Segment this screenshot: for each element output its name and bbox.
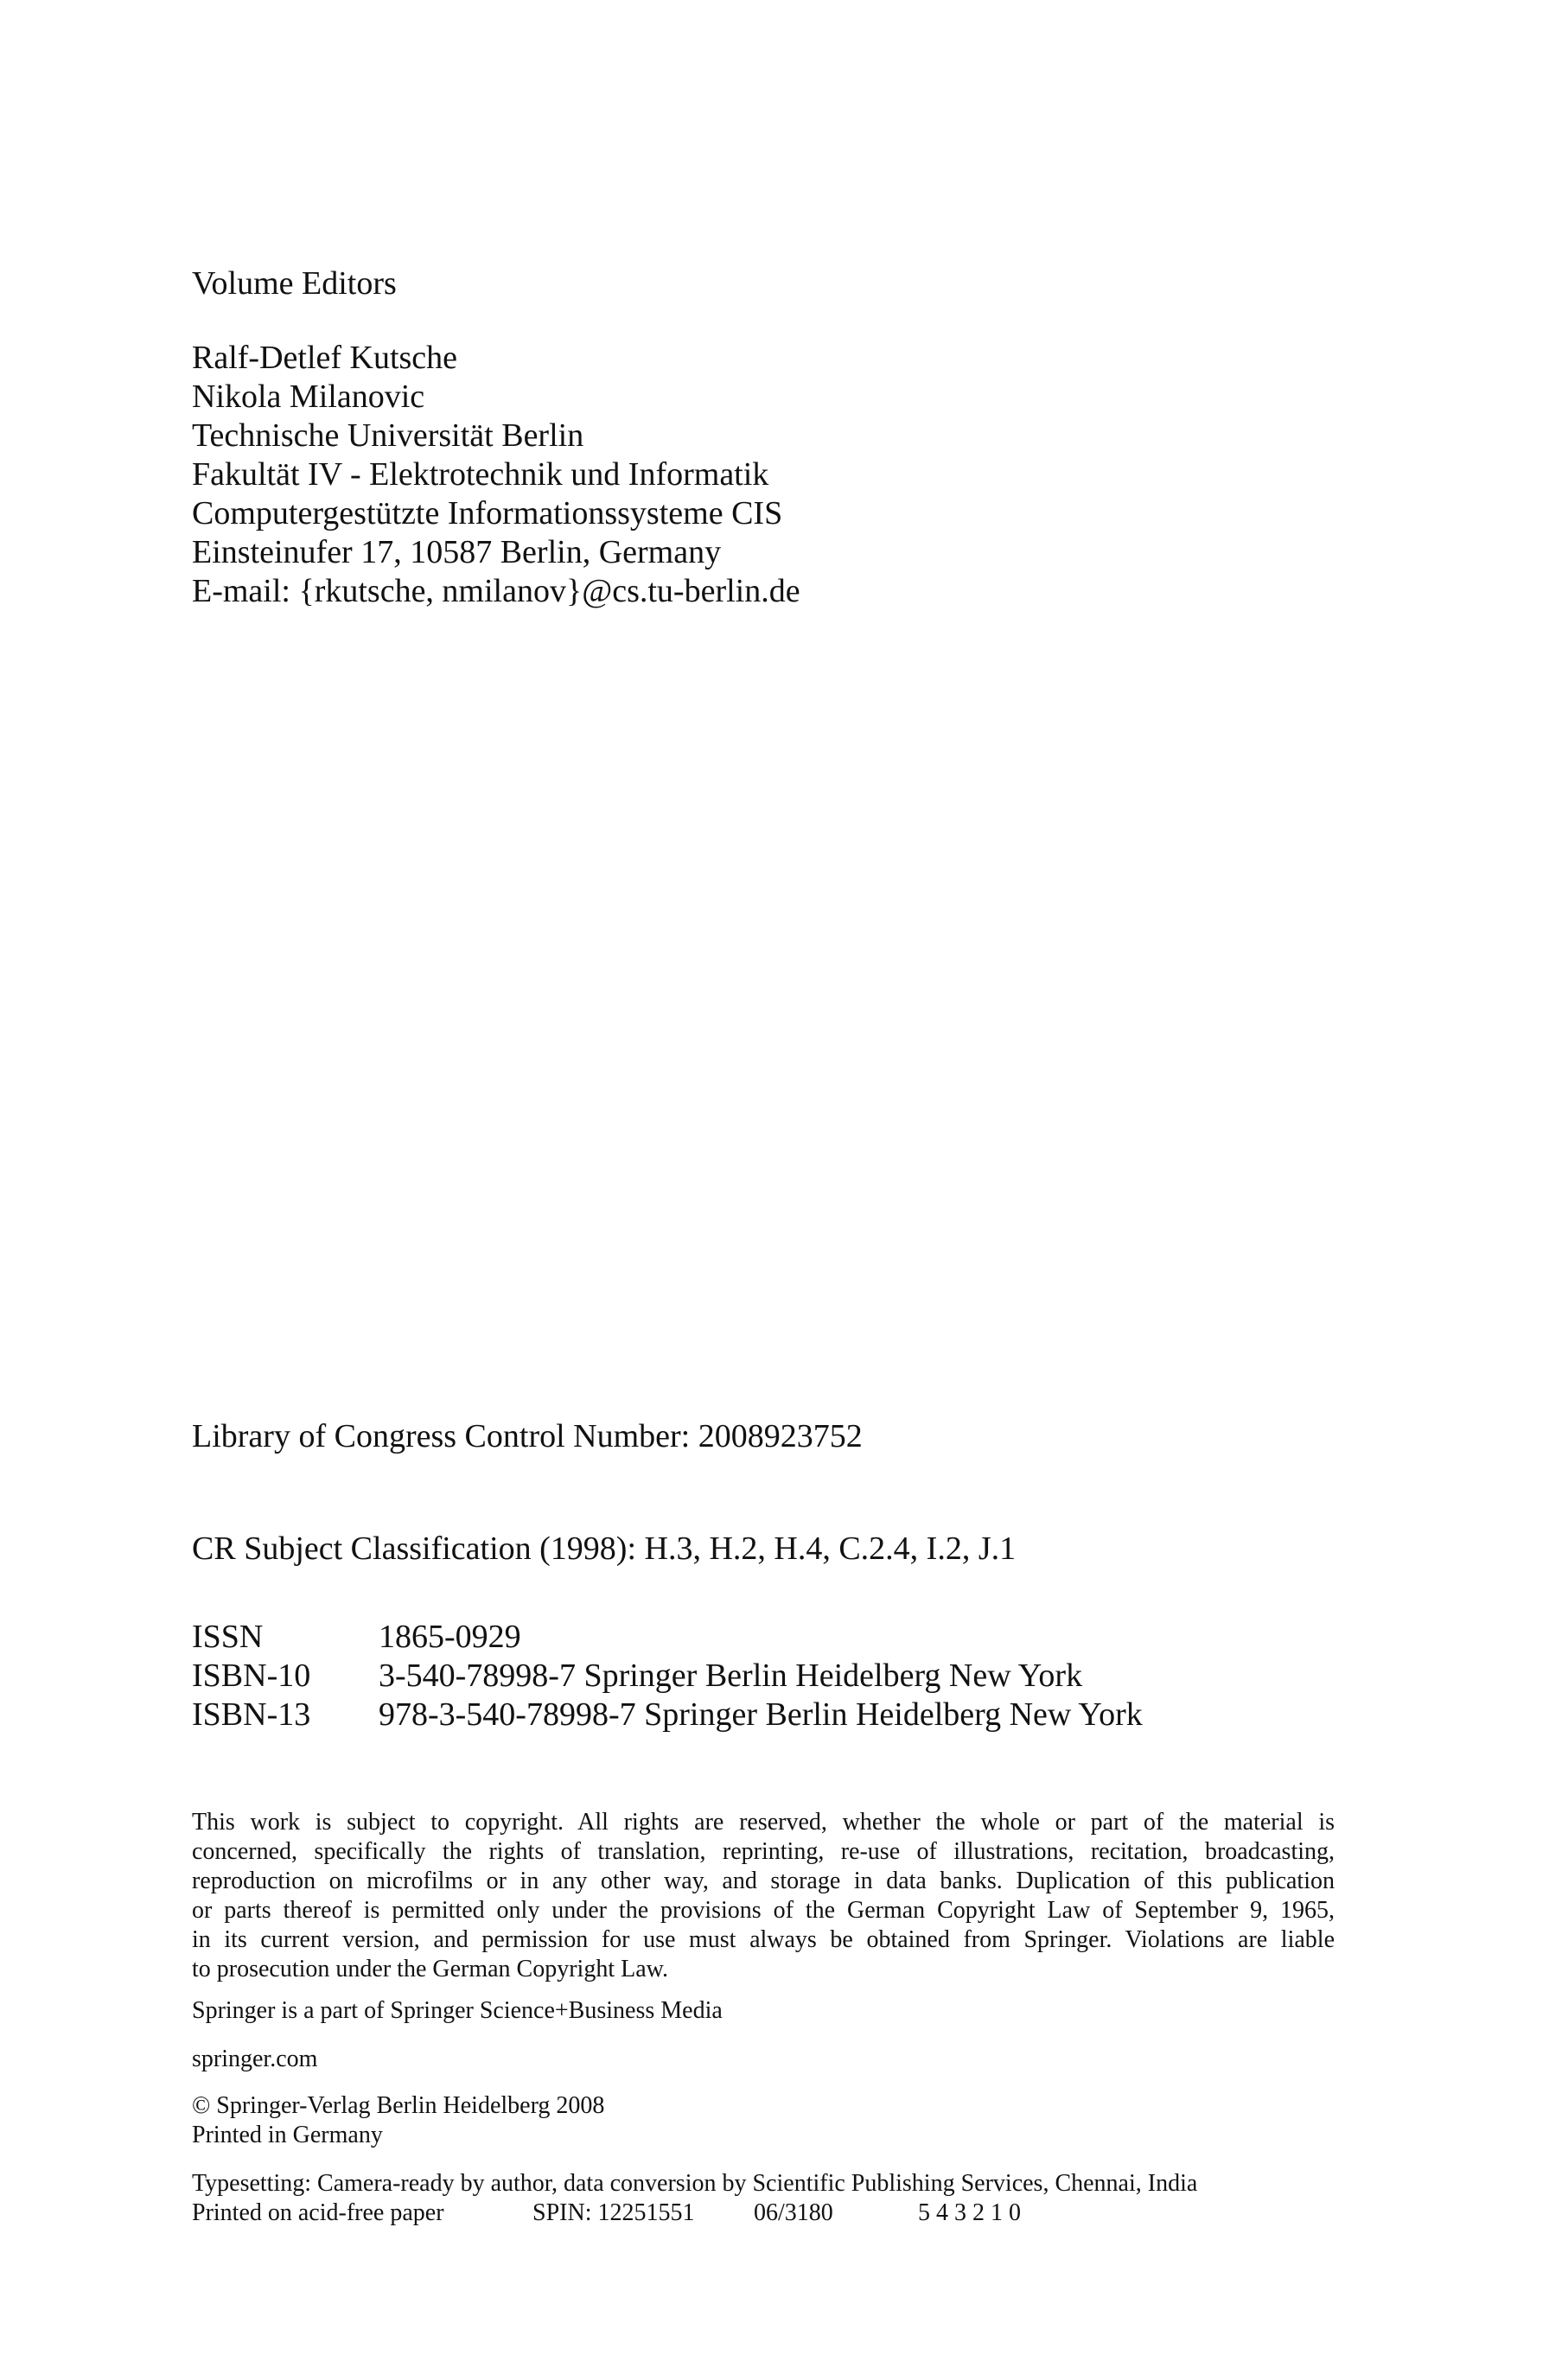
faculty-line: Fakultät IV - Elektrotechnik und Informatik bbox=[192, 456, 769, 493]
lccn-line: Library of Congress Control Number: 2008923752 bbox=[192, 1418, 863, 1454]
springer-part-line: Springer is a part of Springer Science+Business Media bbox=[192, 1997, 723, 2024]
isbn10-value: 3-540-78998-7 Springer Berlin Heidelberg New York bbox=[379, 1658, 1083, 1694]
editor-name-1: Ralf-Detlef Kutsche bbox=[192, 340, 458, 376]
print-run-numbers: 5 4 3 2 1 0 bbox=[918, 2199, 1021, 2226]
isbn10-row bbox=[192, 1657, 1143, 1696]
issn-value: 1865-0929 bbox=[379, 1619, 521, 1655]
typesetting-block bbox=[192, 2169, 1197, 2228]
copyright-notice: © Springer-Verlag Berlin Heidelberg 2008 bbox=[192, 2092, 605, 2119]
copyright-paragraph bbox=[192, 1808, 1335, 1984]
isbn13-row bbox=[192, 1696, 1143, 1734]
copyright-notice-block bbox=[192, 2091, 604, 2150]
isbn10-label: ISBN-10 bbox=[192, 1658, 311, 1694]
cr-classification-line: CR Subject Classification (1998): H.3, H.2, H.4, C.2.4, I.2, J.1 bbox=[192, 1530, 1017, 1567]
springer-website-link[interactable]: springer.com bbox=[192, 2046, 318, 2072]
spin-number: SPIN: 12251551 bbox=[532, 2199, 695, 2226]
acid-free-paper: Printed on acid-free paper bbox=[192, 2199, 444, 2226]
issn-row bbox=[192, 1618, 1143, 1657]
copyright-line-3: reproduction on microfilms or in any other way, and storage in data banks. Duplication of this publication bbox=[192, 1868, 1335, 1894]
university-line: Technische Universität Berlin bbox=[192, 417, 584, 454]
editor-name-2: Nikola Milanovic bbox=[192, 379, 425, 415]
street-address-line: Einsteinufer 17, 10587 Berlin, Germany bbox=[192, 534, 722, 570]
department-line: Computergestützte Informationssysteme CIS bbox=[192, 495, 783, 531]
copyright-line-1: This work is subject to copyright. All rights are reserved, whether the whole or part of the material is bbox=[192, 1809, 1335, 1836]
editors-address-block bbox=[192, 339, 800, 611]
printed-in-line: Printed in Germany bbox=[192, 2122, 383, 2148]
volume-editors-heading: Volume Editors bbox=[192, 265, 397, 302]
copyright-line-5: in its current version, and permission for use must always be obtained from Springer. Violations are liable bbox=[192, 1926, 1335, 1953]
issn-label: ISSN bbox=[192, 1619, 264, 1655]
isbn13-value: 978-3-540-78998-7 Springer Berlin Heidelberg New York bbox=[379, 1696, 1143, 1733]
copyright-line-4: or parts thereof is permitted only under the provisions of the German Copyright Law of September 9, 1965, bbox=[192, 1897, 1335, 1924]
email-line: E-mail: {rkutsche, nmilanov}@cs.tu-berlin.de bbox=[192, 573, 800, 609]
print-code: 06/3180 bbox=[754, 2199, 833, 2226]
copyright-line-2: concerned, specifically the rights of translation, reprinting, re-use of illustrations, recitation, broadcasting, bbox=[192, 1838, 1335, 1865]
identifier-table bbox=[192, 1618, 1143, 1734]
print-info-line bbox=[192, 2199, 1197, 2228]
typesetting-line: Typesetting: Camera-ready by author, data conversion by Scientific Publishing Services, Chennai, India bbox=[192, 2170, 1198, 2197]
copyright-line-6: to prosecution under the German Copyright Law. bbox=[192, 1956, 669, 1982]
isbn13-label: ISBN-13 bbox=[192, 1696, 311, 1733]
